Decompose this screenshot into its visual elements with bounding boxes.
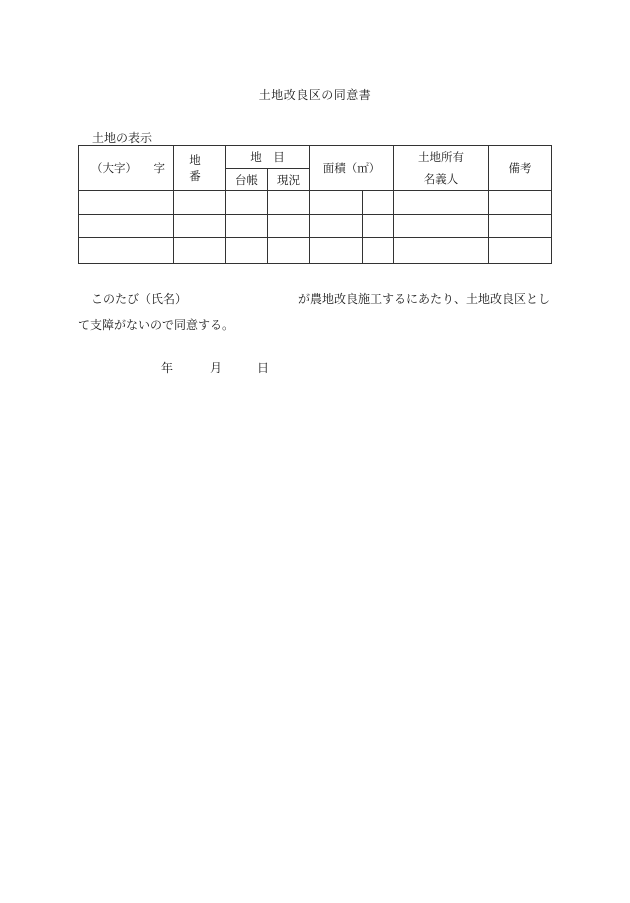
table-cell[interactable] xyxy=(394,238,489,264)
table-cell[interactable] xyxy=(268,238,310,264)
header-aza-label: （大字） xyxy=(91,161,137,175)
header-chimoku: 地 目 xyxy=(226,146,310,169)
date-day-label: 日 xyxy=(257,361,270,375)
header-aza xyxy=(79,146,174,191)
table-cell[interactable] xyxy=(310,215,363,238)
date-year-label: 年 xyxy=(161,361,174,375)
header-owner-line2: 名義人 xyxy=(423,172,459,186)
table-cell[interactable] xyxy=(174,238,226,264)
table-cell[interactable] xyxy=(363,238,394,264)
table-cell[interactable] xyxy=(310,191,363,215)
consent-statement xyxy=(78,290,552,332)
date-line xyxy=(0,359,630,375)
table-cell[interactable] xyxy=(489,191,552,215)
document-title: 土地改良区の同意書 xyxy=(258,88,372,102)
land-display-label: 土地の表示 xyxy=(92,131,153,145)
consent-text-line2: て支障がないので同意する。 xyxy=(78,318,235,332)
header-chimoku-daicho: 台帳 xyxy=(226,169,268,191)
table-cell[interactable] xyxy=(489,238,552,264)
table-cell[interactable] xyxy=(489,215,552,238)
consent-text-prefix: このたび（氏名） xyxy=(91,292,188,306)
table-cell[interactable] xyxy=(79,215,174,238)
table-row xyxy=(79,238,552,264)
table-row xyxy=(79,215,552,238)
table-cell[interactable] xyxy=(174,191,226,215)
table-cell[interactable] xyxy=(394,215,489,238)
table-cell[interactable] xyxy=(268,215,310,238)
header-aza-suffix: 字 xyxy=(153,161,165,175)
table-cell[interactable] xyxy=(268,191,310,215)
consent-text-main: が農地改良施工するにあたり、土地改良区とし xyxy=(298,292,551,306)
table-cell[interactable] xyxy=(226,238,268,264)
table-cell[interactable] xyxy=(79,191,174,215)
header-bikou: 備考 xyxy=(489,146,552,191)
header-chiban: 地 番 xyxy=(174,146,226,191)
table-cell[interactable] xyxy=(363,191,394,215)
table-cell[interactable] xyxy=(310,238,363,264)
table-cell[interactable] xyxy=(226,215,268,238)
header-owner xyxy=(394,146,489,191)
header-chimoku-genkyo: 現況 xyxy=(268,169,310,191)
header-menseki: 面積（㎡） xyxy=(310,146,394,191)
table-cell[interactable] xyxy=(174,215,226,238)
table-cell[interactable] xyxy=(79,238,174,264)
table-cell[interactable] xyxy=(363,215,394,238)
table-cell[interactable] xyxy=(394,191,489,215)
table-cell[interactable] xyxy=(226,191,268,215)
table-row xyxy=(79,191,552,215)
land-table xyxy=(78,145,552,264)
header-owner-line1: 土地所有 xyxy=(418,150,464,164)
date-month-label: 月 xyxy=(210,361,223,375)
